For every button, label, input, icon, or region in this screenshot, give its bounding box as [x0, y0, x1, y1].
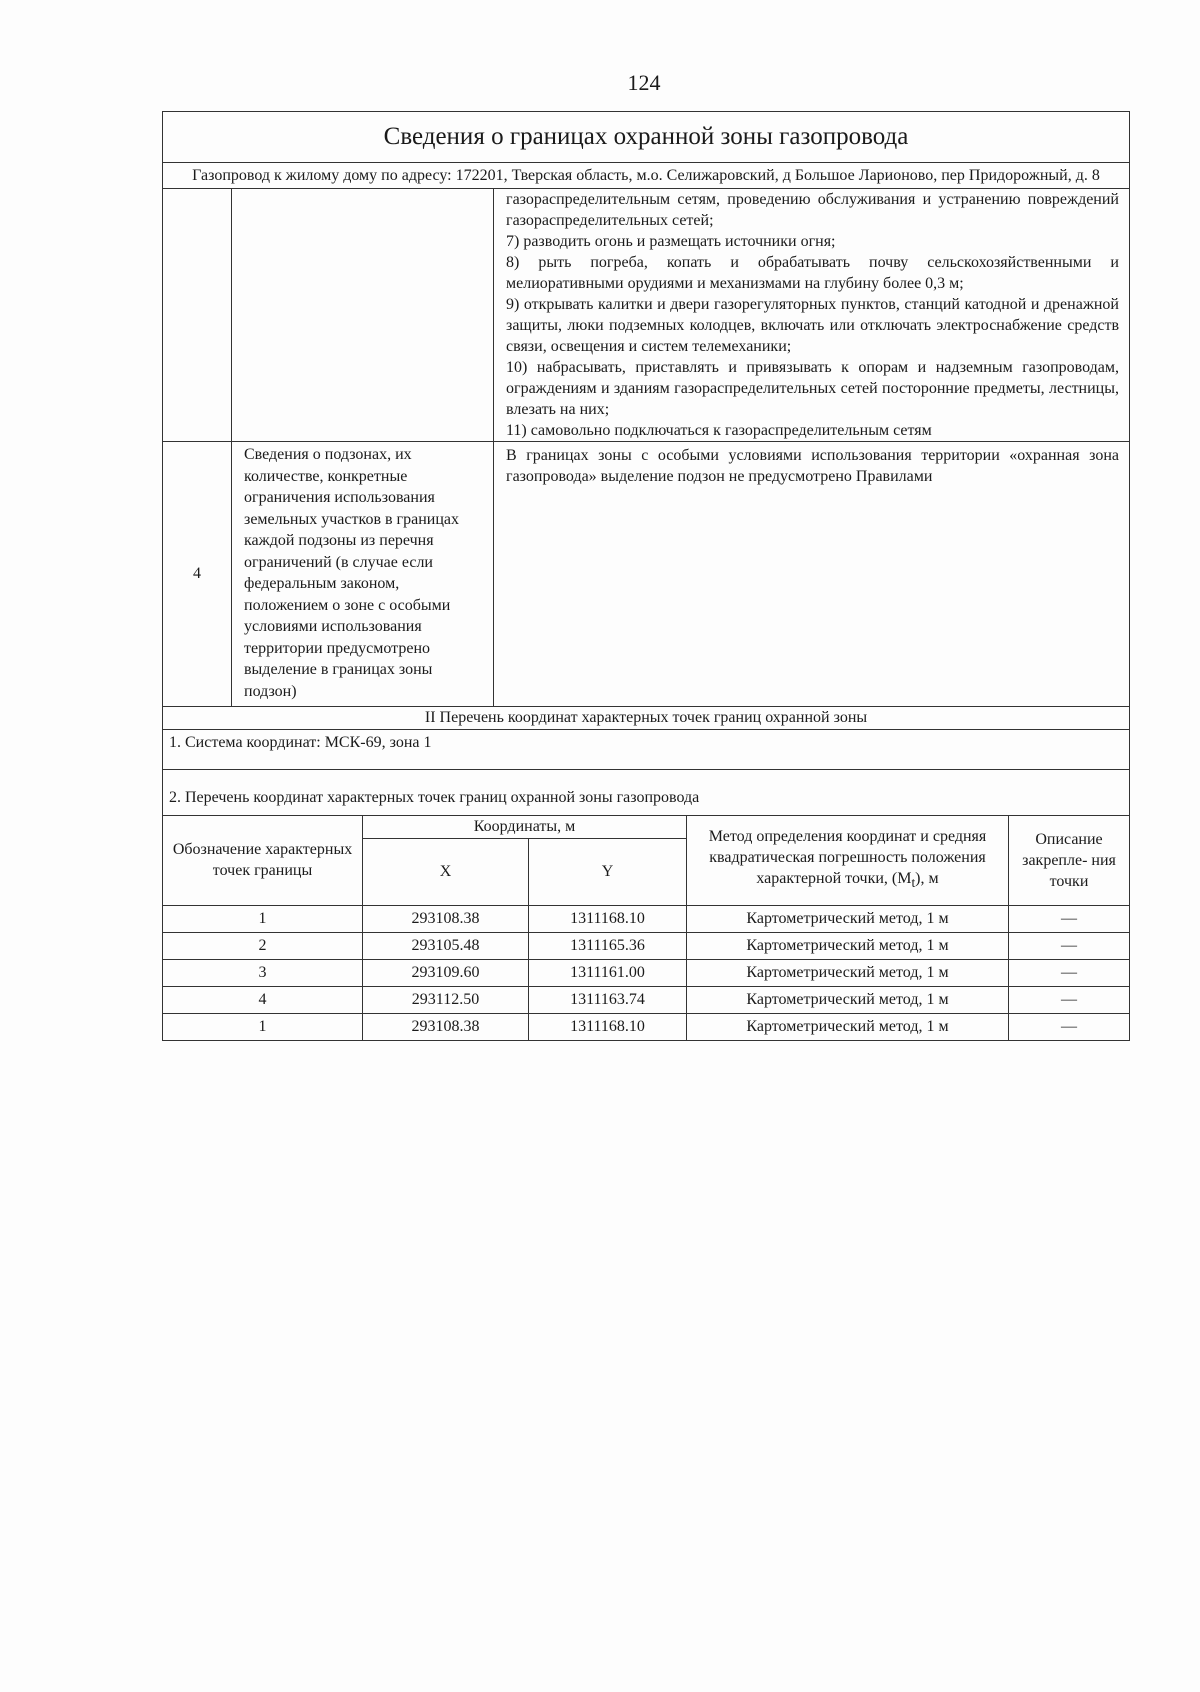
table-row	[163, 905, 1130, 932]
cell-point: 1	[163, 905, 363, 932]
cell-x: 293109.60	[363, 959, 529, 986]
header-description: Описание закрепле- ния точки	[1009, 815, 1130, 905]
cell-x: 293105.48	[363, 932, 529, 959]
table-row	[163, 959, 1130, 986]
row3-label-cell	[232, 189, 494, 442]
cell-method: Картометрический метод, 1 м	[687, 1013, 1009, 1040]
cell-method: Картометрический метод, 1 м	[687, 905, 1009, 932]
coordinates-table	[162, 815, 1130, 1041]
header-point: Обозначение характерных точек границы	[163, 815, 363, 905]
cell-x: 293112.50	[363, 986, 529, 1013]
restrictions-cell	[494, 189, 1130, 442]
header-x: X	[363, 838, 529, 905]
zone-info-table	[162, 111, 1130, 816]
cell-y: 1311163.74	[529, 986, 687, 1013]
cell-x: 293108.38	[363, 905, 529, 932]
cell-y: 1311161.00	[529, 959, 687, 986]
cell-method: Картометрический метод, 1 м	[687, 932, 1009, 959]
cell-point: 4	[163, 986, 363, 1013]
cell-point: 3	[163, 959, 363, 986]
row4-number: 4	[163, 442, 232, 707]
coord-list-title: 2. Перечень координат характерных точек границ охранной зоны газопровода	[163, 770, 1130, 816]
row4-label: Сведения о подзонах, их количестве, конкретные ограничения использования земельных участков в границах каждой подзоны из перечня ограничений (в случае если федеральным законом, положением о зоне с особыми условиями использования территории предусмотрено выделение в границах зоны подзон)	[232, 442, 494, 707]
cell-method: Картометрический метод, 1 м	[687, 986, 1009, 1013]
header-method-text: Метод определения координат и средняя квадратическая погрешность положения характерной точки, (M	[708, 828, 987, 888]
object-address: Газопровод к жилому дому по адресу: 172201, Тверская область, м.о. Селижаровский, д Большое Ларионово, пер Придорожный, д. 8	[163, 163, 1130, 189]
restriction-item: 7) разводить огонь и размещать источники огня;	[506, 233, 836, 250]
cell-x: 293108.38	[363, 1013, 529, 1040]
cell-y: 1311165.36	[529, 932, 687, 959]
cell-description: —	[1009, 959, 1130, 986]
coord-system: 1. Система координат: МСК-69, зона 1	[163, 730, 1130, 770]
restriction-item: 9) открывать калитки и двери газорегуляторных пунктов, станций катодной и дренажной защиты, люки подземных колодцев, включать или отключать электроснабжение средств связи, освещения и систем телемеханики;	[506, 296, 1119, 355]
section2-title: II Перечень координат характерных точек границ охранной зоны	[163, 707, 1130, 730]
cell-description: —	[1009, 932, 1130, 959]
cell-description: —	[1009, 905, 1130, 932]
cell-y: 1311168.10	[529, 1013, 687, 1040]
page-number: 124	[627, 70, 661, 95]
header-y: Y	[529, 838, 687, 905]
cell-point: 2	[163, 932, 363, 959]
cell-y: 1311168.10	[529, 905, 687, 932]
row3-number-cell	[163, 189, 232, 442]
header-method-sub: t	[911, 875, 916, 891]
restriction-item: 8) рыть погреба, копать и обрабатывать почву сельскохозяйственными и мелиоративными орудиями и механизмами на глубину более 0,3 м;	[506, 254, 1119, 292]
cell-method: Картометрический метод, 1 м	[687, 959, 1009, 986]
restriction-item: 10) набрасывать, приставлять и привязывать к опорам и надземным газопроводам, ограждениям и зданиям газораспределительных сетей посторонние предметы, лестницы, влезать на них;	[506, 359, 1119, 418]
restriction-item: газораспределительным сетям, проведению обслуживания и устранению повреждений газораспределительных сетей;	[506, 191, 1119, 229]
restriction-item: 11) самовольно подключаться к газораспределительным сетям	[506, 422, 932, 439]
table-row	[163, 986, 1130, 1013]
cell-point: 1	[163, 1013, 363, 1040]
header-coords: Координаты, м	[363, 815, 687, 838]
zone-info-sheet	[162, 111, 1130, 1041]
cell-description: —	[1009, 986, 1130, 1013]
row4-value: В границах зоны с особыми условиями использования территории «охранная зона газопровода» выделение подзон не предусмотрено Правилами	[494, 442, 1130, 707]
document-title: Сведения о границах охранной зоны газопровода	[163, 112, 1130, 163]
header-method	[687, 815, 1009, 905]
table-row	[163, 932, 1130, 959]
cell-description: —	[1009, 1013, 1130, 1040]
header-method-unit: ), м	[915, 870, 939, 888]
table-row	[163, 1013, 1130, 1040]
